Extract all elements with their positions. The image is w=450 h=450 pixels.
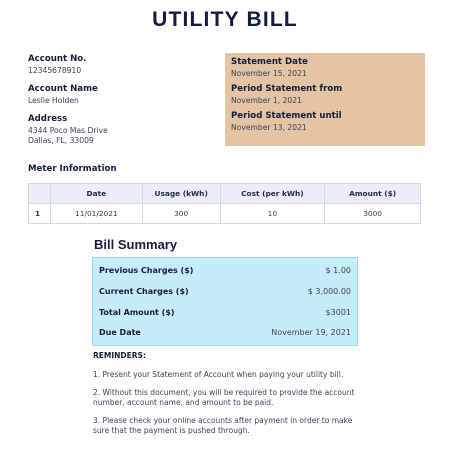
summary-value: November 19, 2021: [271, 328, 351, 337]
statement-date-value: November 15, 2021: [231, 69, 307, 78]
meter-cell-cost: 10: [220, 204, 325, 224]
reminder-item-2: 2. Without this document, you will be required to provide the account number, account name, and amount to be paid.: [93, 388, 355, 407]
summary-value: $ 3,000.00: [307, 287, 351, 296]
period-from-label: Period Statement from: [231, 84, 343, 94]
summary-label: Due Date: [99, 328, 141, 337]
table-row: [29, 204, 421, 224]
meter-cell-index: 1: [29, 204, 51, 224]
meter-header-date: Date: [50, 184, 142, 204]
summary-row-current: [99, 287, 351, 299]
meter-table: [28, 183, 421, 224]
meter-header-usage: Usage (kWh): [142, 184, 220, 204]
address-line-1: 4344 Poco Mas Drive: [28, 126, 108, 135]
statement-date-label: Statement Date: [231, 57, 308, 67]
meter-header-index: [29, 184, 51, 204]
account-name-label: Account Name: [28, 84, 98, 94]
meter-cell-usage: 300: [142, 204, 220, 224]
reminder-item-3: 3. Please check your online accounts after payment in order to make sure that the payment is pushed through.: [93, 416, 353, 435]
account-name-group: [28, 84, 208, 106]
summary-label: Total Amount ($): [99, 308, 175, 317]
page-title: UTILITY BILL: [152, 8, 298, 31]
bill-summary-title: Bill Summary: [94, 237, 178, 252]
summary-value: $ 1.00: [325, 266, 351, 275]
reminders-heading: REMINDERS:: [93, 351, 146, 360]
account-number-value: 12345678910: [28, 66, 82, 75]
meter-header-amount: Amount ($): [325, 184, 421, 204]
period-until-label: Period Statement until: [231, 111, 342, 121]
account-number-group: [28, 54, 208, 76]
period-until-value: November 13, 2021: [231, 123, 307, 132]
summary-row-previous: [99, 266, 351, 278]
account-name-value: Leslie Holden: [28, 96, 79, 105]
summary-row-due-date: [99, 328, 351, 340]
summary-row-total: [99, 308, 351, 320]
meter-info-title: Meter Information: [28, 164, 117, 174]
address-label: Address: [28, 114, 68, 124]
address-line-2: Dallas, FL, 33009: [28, 136, 94, 145]
meter-cell-date: 11/01/2021: [50, 204, 142, 224]
meter-header-cost: Cost (per kWh): [220, 184, 325, 204]
summary-value: $3001: [325, 308, 351, 317]
summary-label: Previous Charges ($): [99, 266, 194, 275]
statement-box: [225, 53, 425, 146]
summary-label: Current Charges ($): [99, 287, 189, 296]
bill-summary-box: [92, 257, 358, 346]
reminders-section: [93, 351, 363, 444]
meter-header-row: [29, 184, 421, 204]
meter-cell-amount: 3000: [325, 204, 421, 224]
address-group: [28, 114, 208, 146]
account-number-label: Account No.: [28, 54, 87, 64]
statement-date-group: [231, 57, 419, 79]
period-from-value: November 1, 2021: [231, 96, 302, 105]
account-info: [28, 54, 208, 154]
period-from-group: [231, 84, 419, 106]
reminder-item-1: 1. Present your Statement of Account when paying your utility bill.: [93, 370, 344, 379]
period-until-group: [231, 111, 419, 133]
